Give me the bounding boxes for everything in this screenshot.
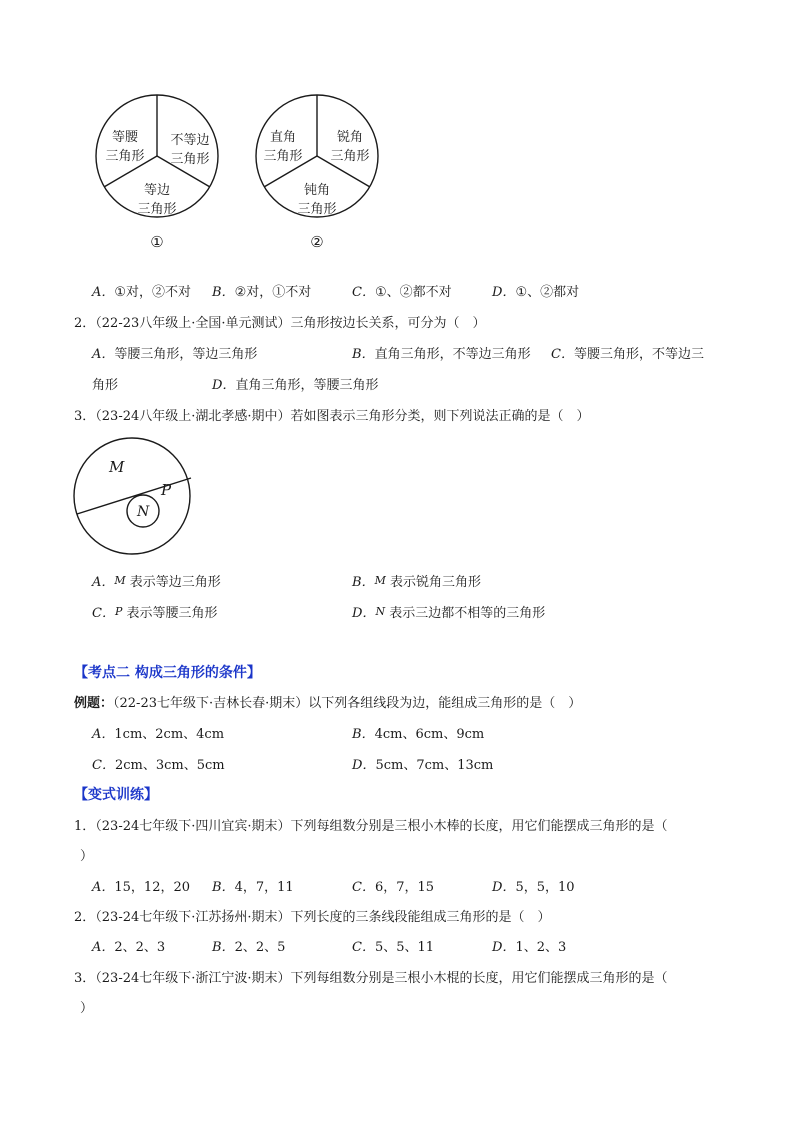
venn-label-m: M — [109, 458, 125, 476]
circle2-left-line1: 直角 — [269, 130, 297, 145]
venn-label-p: P — [161, 481, 172, 499]
q2-option-d[interactable]: D．直角三角形，等腰三角形 — [212, 378, 379, 393]
example-option-a[interactable]: A．1cm、2cm、4cm — [92, 727, 225, 742]
section-title: 【考点二 构成三角形的条件】 — [74, 665, 261, 681]
p1-stem: 1．（23-24七年级下·四川宜宾·期末）下列每组数分别是三根小木棒的长度，用它们能摆成三角形的是（ — [74, 819, 668, 834]
q3-option-b[interactable]: B．M 表示锐角三角形 — [352, 574, 481, 590]
p3-stem-tail: ） — [80, 1001, 94, 1016]
example-stem: 例题：（22-23七年级下·吉林长春·期末）以下列各组线段为边，能组成三角形的是（ ） — [74, 696, 582, 711]
q2-stem: 2．（22-23八年级上·全国·单元测试）三角形按边长关系，可分为（ ） — [74, 316, 486, 331]
p2-option-d[interactable]: D．1、2、3 — [492, 940, 567, 955]
circle1-bottom-line1: 等边 — [143, 183, 171, 198]
q3-option-c[interactable]: C．P 表示等腰三角形 — [92, 605, 218, 621]
q3-stem: 3．（23-24八年级上·湖北孝感·期中）若如图表示三角形分类，则下列说法正确的是（ ） — [74, 409, 590, 424]
classification-diagrams — [0, 0, 800, 260]
q2-option-a[interactable]: A．等腰三角形，等边三角形 — [92, 347, 258, 362]
p2-option-c[interactable]: C．5、5、11 — [352, 940, 435, 955]
circle1-right-line1: 不等边 — [170, 133, 210, 148]
q2-option-c-continued: 角形 — [92, 378, 119, 393]
q3-option-a[interactable]: A．M 表示等边三角形 — [92, 574, 221, 590]
circle2-bottom-line2: 三角形 — [297, 202, 337, 217]
circle2-left-line2: 三角形 — [263, 149, 303, 164]
venn-label-n: N — [137, 504, 150, 520]
p1-option-b[interactable]: B．4，7，11 — [212, 880, 294, 895]
venn-diagram — [65, 435, 205, 557]
q-prev-option-a[interactable]: A．①对，②不对 — [92, 285, 192, 300]
q2-option-c[interactable]: C．等腰三角形，不等边三 — [551, 347, 704, 362]
circle1-left-line2: 三角形 — [105, 149, 145, 164]
classification-circle-2 — [256, 95, 378, 251]
q-prev-option-c[interactable]: C．①、②都不对 — [352, 285, 452, 300]
circle1-bottom-line2: 三角形 — [137, 202, 177, 217]
circle1-right-line2: 三角形 — [170, 152, 210, 167]
p1-option-d[interactable]: D．5，5，10 — [492, 880, 575, 895]
q-prev-option-d[interactable]: D．①、②都对 — [492, 285, 580, 300]
q-prev-option-b[interactable]: B．②对，①不对 — [212, 285, 312, 300]
q3-option-d[interactable]: D．N 表示三边都不相等的三角形 — [352, 605, 546, 621]
p1-stem-tail: ） — [80, 849, 94, 864]
example-option-b[interactable]: B．4cm、6cm、9cm — [352, 727, 485, 742]
p3-stem: 3．（23-24七年级下·浙江宁波·期末）下列每组数分别是三根小木棍的长度，用它们能摆成三角形的是（ — [74, 971, 668, 986]
circle2-bottom-line1: 钝角 — [303, 183, 331, 198]
classification-circle-1 — [96, 95, 218, 251]
example-option-c[interactable]: C．2cm、3cm、5cm — [92, 758, 225, 773]
circle1-left-line1: 等腰 — [111, 130, 139, 145]
example-option-d[interactable]: D．5cm、7cm、13cm — [352, 758, 494, 773]
p2-stem: 2．（23-24七年级下·江苏扬州·期末）下列长度的三条线段能组成三角形的是（ ） — [74, 910, 551, 925]
circle2-right-line2: 三角形 — [330, 149, 370, 164]
q2-option-b[interactable]: B．直角三角形，不等边三角形 — [352, 347, 531, 362]
p2-option-b[interactable]: B．2、2、5 — [212, 940, 286, 955]
p1-option-a[interactable]: A．15，12，20 — [92, 880, 191, 895]
circle2-right-line1: 锐角 — [336, 130, 364, 145]
practice-title: 【变式训练】 — [74, 787, 158, 803]
p1-option-c[interactable]: C．6，7，15 — [352, 880, 435, 895]
circle2-label: ② — [310, 233, 324, 251]
p2-option-a[interactable]: A．2、2、3 — [92, 940, 166, 955]
circle1-label: ① — [150, 233, 164, 251]
